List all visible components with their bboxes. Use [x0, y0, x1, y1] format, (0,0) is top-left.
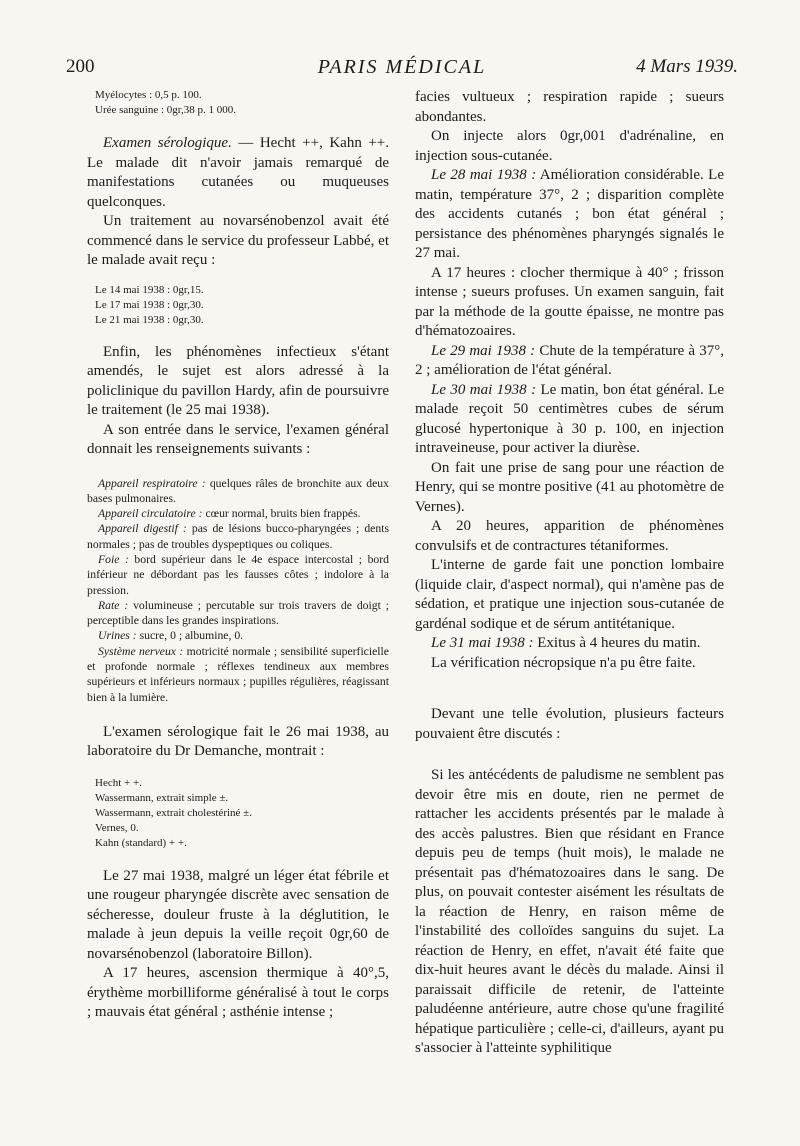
finding-digestive: Appareil digestif : pas de lésions bucco-pharyngées ; dents normales ; pas de troubles dyspeptiques ou coliques.: [87, 522, 389, 551]
may27-17h-paragraph: A 17 heures, ascension thermique à 40°,5, érythème morbilliforme généralisé à tout le corps ; mauvais état général ; asthénie intense ;: [87, 965, 389, 1021]
serology-paragraph: [87, 134, 389, 212]
devant-paragraph: Devant une telle évolution, plusieurs facteurs pouvaient être discutés :: [415, 706, 724, 742]
page-header: [66, 56, 738, 86]
serology-label: Examen sérologique.: [103, 135, 232, 151]
dose-line: Le 17 mai 1938 : 0gr,30.: [95, 298, 204, 311]
may31-paragraph: Le 31 mai 1938 : Exitus à 4 heures du matin.: [431, 635, 701, 651]
serology-result: Vernes, 0.: [95, 821, 139, 834]
17h-paragraph: A 17 heures : clocher thermique à 40° ; frisson intense ; sueurs profuses. Un examen sanguin, fait par la méthode de la goutte épaisse, ne montre pas d'hématozoaires.: [415, 264, 724, 339]
may29-paragraph: Le 29 mai 1938 : Chute de la température à 37°, 2 ; amélioration de l'état général.: [415, 342, 725, 378]
finding-urine: Urines : sucre, 0 ; albumine, 0.: [98, 629, 244, 643]
finding-spleen: Rate : volumineuse ; percutable sur trois travers de doigt ; perceptible dans les grandes inspirations.: [87, 598, 389, 628]
serology-results: [87, 776, 389, 851]
necropsy-paragraph: La vérification nécropsique n'a pu être faite.: [431, 654, 696, 671]
issue-date: 4 Mars 1939.: [636, 56, 738, 77]
adrenaline-paragraph: On injecte alors 0gr,001 d'adrénaline, en injection sous-cutanée.: [415, 128, 724, 164]
serology-result: Kahn (standard) + +.: [95, 836, 187, 849]
serology-result: Wassermann, extrait simple ±.: [95, 791, 229, 804]
serology-result: Hecht + +.: [95, 776, 142, 789]
may30-paragraph: Le 30 mai 1938 : Le matin, bon état général. Le malade reçoit 50 centimètres cubes de sérum glucosé hypertonique à 30 p. 100, en injection intraveineuse, pour activer la diurèse.: [415, 381, 724, 456]
dose-line: Le 14 mai 1938 : 0gr,15.: [95, 283, 204, 296]
right-column: [415, 88, 724, 1059]
left-column: [87, 88, 389, 1023]
journal-title: PARIS MÉDICAL: [317, 56, 487, 78]
finding-liver: Foie : bord supérieur dans le 4e espace intercostal ; bord inférieur ne débordant pas les fausses côtes ; indolore à la pression.: [87, 552, 390, 597]
general-exam-findings: [87, 476, 389, 705]
transfer-paragraph: Enfin, les phénomènes infectieux s'étant amendés, le sujet est alors adressé à la policlinique du pavillon Hardy, afin de poursuivre le traitement (le 25 mai 1938).: [87, 343, 389, 418]
may28-paragraph: Le 28 mai 1938 : Amélioration considérable. Le matin, température 37°, 2 ; disparition complète des accidents cutanés ; bon état général ; persistance des phénomènes pharyngés signalés le 27 mai.: [415, 167, 724, 261]
continuation-paragraph: facies vultueux ; respiration rapide ; sueurs abondantes.: [415, 89, 724, 125]
page-number: 200: [66, 56, 95, 77]
treatment-paragraph: Un traitement au novarsénobenzol avait été commencé dans le service du professeur Labbé, et le malade avait reçu :: [87, 213, 389, 268]
serology-intro-paragraph: L'examen sérologique fait le 26 mai 1938, au laboratoire du Dr Demanche, montrait :: [87, 723, 389, 760]
finding-nervous: Système nerveux : motricité normale ; sensibilité superficielle et profonde normale ; réflexes tendineux aux membres supérieurs et inférieurs normaux ; pupilles régulières, réagissant bien à la lumière.: [87, 644, 389, 704]
may27-paragraph: Le 27 mai 1938, malgré un léger état fébrile et une rougeur pharyngée discrète avec sensation de sécheresse, douleur fruste à la déglutition, le malade à jeun depuis la veille reçoit 0gr,60 de novarsénobenzol (laboratoire Billon).: [87, 867, 389, 962]
discussion-paragraph: Si les antécédents de paludisme ne semblent pas devoir être mis en doute, rien ne permet de rattacher les accidents présentés par le malade à des accès palustres. Bien que résidant en France depuis peu de temps (huit mois), le malade ne présentait pas d'hématozoaires dans le sang. De plus, on pouvait contester aisément les résultats de la réaction de Henry, en raison même de l'instabilité des colloïdes sanguins du sujet. La réaction de Henry, en effet, n'avait été faite que dix-huit heures avant le décès du malade. Ainsi il paraissait difficile de retenir, de l'atteinte paludéenne antérieure, autre chose qu'une fragilité hépatique particulière ; celle-ci, d'ailleurs, ayant pu s'associer à l'atteinte syphilitique: [415, 767, 724, 1056]
interne-paragraph: L'interne de garde fait une ponction lombaire (liquide clair, d'aspect normal), qui n'amène pas de sédation, et pratique une injection sous-cutanée de gardénal sodique et de sérum antitétanique.: [415, 557, 724, 632]
serology-text: — Hecht ++, Kahn ++. Le malade dit n'avoir jamais remarqué de manifestations cutanées ou muqueuses quelconques.: [87, 135, 389, 210]
finding-circulatory: Appareil circulatoire : cœur normal, bruits bien frappés.: [98, 507, 361, 521]
20h-paragraph: A 20 heures, apparition de phénomènes convulsifs et de contractures tétaniformes.: [415, 518, 724, 554]
dose-line: Le 21 mai 1938 : 0gr,30.: [95, 313, 204, 326]
finding-respiratory: Appareil respiratoire : quelques râles de bronchite aux deux bases pulmonaires.: [87, 476, 389, 505]
lab-line: Urée sanguine : 0gr,38 p. 1 000.: [95, 104, 237, 116]
lab-line: Myélocytes : 0,5 p. 100.: [95, 89, 202, 101]
henry-paragraph: On fait une prise de sang pour une réaction de Henry, qui se montre positive (41 au photomètre de Vernes).: [415, 459, 724, 515]
serology-result: Wassermann, extrait cholestériné ±.: [95, 806, 252, 819]
exam-intro-paragraph: A son entrée dans le service, l'examen général donnait les renseignements suivants :: [87, 421, 389, 457]
